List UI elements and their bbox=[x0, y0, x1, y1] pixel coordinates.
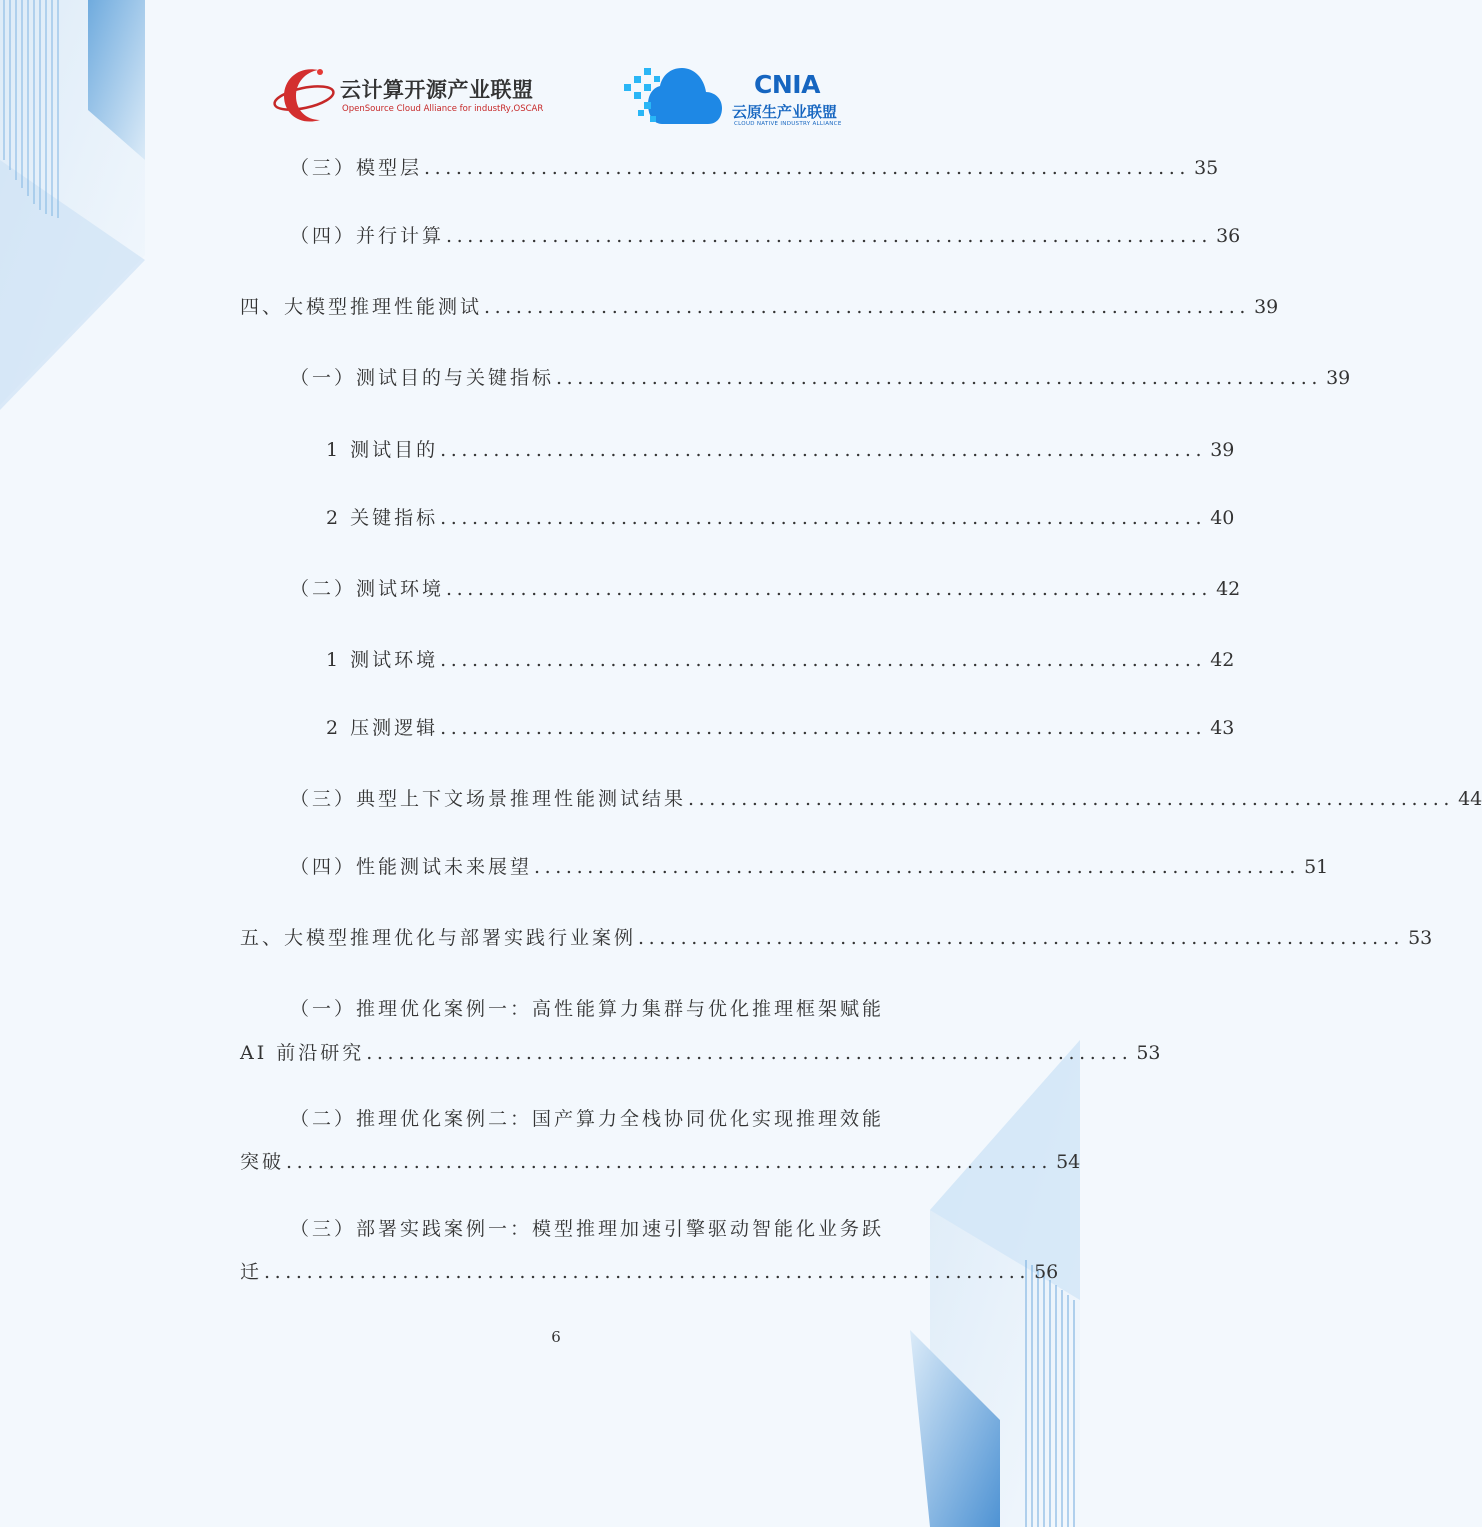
dot-leader: ........................................................................ bbox=[484, 296, 1251, 318]
toc-page-number: 36 bbox=[1216, 225, 1241, 247]
toc-entry-title-line1[interactable]: （二）推理优化案例二：国产算力全栈协同优化实现推理效能 bbox=[290, 1108, 885, 1130]
dot-leader: ........................................................................ bbox=[688, 788, 1455, 810]
dot-leader: ........................................................................ bbox=[556, 367, 1323, 389]
toc-page-number: 39 bbox=[1326, 367, 1351, 389]
toc-entry[interactable] bbox=[290, 365, 1351, 391]
toc-entry[interactable] bbox=[290, 786, 1482, 812]
toc-entry-title: 1 测试目的 bbox=[326, 439, 439, 461]
toc-entry-title-line1[interactable]: （三）部署实践案例一：模型推理加速引擎驱动智能化业务跃 bbox=[290, 1218, 885, 1240]
toc-entry-title: （三）典型上下文场景推理性能测试结果 bbox=[290, 788, 687, 810]
toc-entry[interactable] bbox=[326, 647, 1235, 673]
toc-entry-title-line2: 突破 bbox=[240, 1151, 285, 1173]
dot-leader: ........................................................................ bbox=[440, 439, 1207, 461]
toc-page-number: 51 bbox=[1304, 856, 1329, 878]
cnia-cloud-icon bbox=[622, 62, 726, 130]
dot-leader: ........................................................................ bbox=[424, 157, 1191, 179]
toc-entry-title: （四）性能测试未来展望 bbox=[290, 856, 533, 878]
toc-entry-title-line1[interactable]: （一）推理优化案例一：高性能算力集群与优化推理框架赋能 bbox=[290, 998, 885, 1020]
dot-leader: ........................................................................ bbox=[638, 927, 1405, 949]
toc-page-number: 53 bbox=[1136, 1042, 1161, 1064]
dot-leader: ........................................................................ bbox=[440, 507, 1207, 529]
toc-page-number: 44 bbox=[1458, 788, 1482, 810]
toc-entry[interactable] bbox=[326, 505, 1235, 531]
dot-leader: ........................................................................ bbox=[446, 578, 1213, 600]
dot-leader: ........................................................................ bbox=[264, 1261, 1031, 1283]
toc-page-number: 39 bbox=[1254, 296, 1279, 318]
toc-entry[interactable] bbox=[290, 223, 1241, 249]
dot-leader: ........................................................................ bbox=[534, 856, 1301, 878]
toc-entry[interactable] bbox=[290, 576, 1241, 602]
toc-page-number: 54 bbox=[1056, 1151, 1081, 1173]
cnia-abbreviation: CNIA bbox=[754, 70, 820, 99]
toc-entry[interactable] bbox=[240, 1040, 1161, 1066]
toc-entry-title: （三）模型层 bbox=[290, 157, 423, 179]
dot-leader: ........................................................................ bbox=[440, 649, 1207, 671]
oscar-logo bbox=[270, 64, 560, 128]
header bbox=[0, 60, 1080, 140]
toc-entry[interactable] bbox=[240, 925, 1433, 951]
dot-leader: ........................................................................ bbox=[440, 717, 1207, 739]
toc-entry[interactable] bbox=[240, 294, 1279, 320]
toc-entry[interactable] bbox=[240, 1259, 1059, 1285]
toc-entry-title: 四、大模型推理性能测试 bbox=[240, 296, 483, 318]
page-number: 6 bbox=[551, 1328, 561, 1346]
toc-entry-title: （二）测试环境 bbox=[290, 578, 445, 600]
toc-entry-title: 五、大模型推理优化与部署实践行业案例 bbox=[240, 927, 637, 949]
toc-entry[interactable] bbox=[326, 715, 1235, 741]
toc-page-number: 40 bbox=[1210, 507, 1235, 529]
oscar-subtitle: OpenSource Cloud Alliance for industRy,OSCAR bbox=[342, 104, 544, 114]
toc-entry-title-line2: AI 前沿研究 bbox=[240, 1042, 365, 1064]
cnia-logo bbox=[622, 62, 852, 132]
dot-leader: ........................................................................ bbox=[286, 1151, 1053, 1173]
oscar-title: 云计算开源产业联盟 bbox=[340, 78, 534, 102]
toc-entry[interactable] bbox=[326, 437, 1235, 463]
cnia-subtitle: CLOUD NATIVE INDUSTRY ALLIANCE bbox=[734, 121, 842, 127]
toc-page-number: 42 bbox=[1216, 578, 1241, 600]
oscar-logo-icon bbox=[270, 64, 336, 128]
toc-page-number: 42 bbox=[1210, 649, 1235, 671]
toc-page-number: 35 bbox=[1194, 157, 1219, 179]
dot-leader: ........................................................................ bbox=[446, 225, 1213, 247]
toc-entry-title-line2: 迁 bbox=[240, 1261, 263, 1283]
toc-entry-title: （四）并行计算 bbox=[290, 225, 445, 247]
toc-entry[interactable] bbox=[290, 155, 1219, 181]
toc-page-number: 43 bbox=[1210, 717, 1235, 739]
toc-entry-title: 2 压测逻辑 bbox=[326, 717, 439, 739]
toc-page-number: 39 bbox=[1210, 439, 1235, 461]
dot-leader: ........................................................................ bbox=[366, 1042, 1133, 1064]
toc-entry-title: （一）测试目的与关键指标 bbox=[290, 367, 555, 389]
toc-page-number: 56 bbox=[1034, 1261, 1059, 1283]
toc-page-number: 53 bbox=[1408, 927, 1433, 949]
toc-entry-title: 1 测试环境 bbox=[326, 649, 439, 671]
toc-entry[interactable] bbox=[290, 854, 1329, 880]
cnia-title: 云原生产业联盟 bbox=[732, 103, 838, 121]
toc-entry[interactable] bbox=[240, 1149, 1081, 1175]
toc-entry-title: 2 关键指标 bbox=[326, 507, 439, 529]
